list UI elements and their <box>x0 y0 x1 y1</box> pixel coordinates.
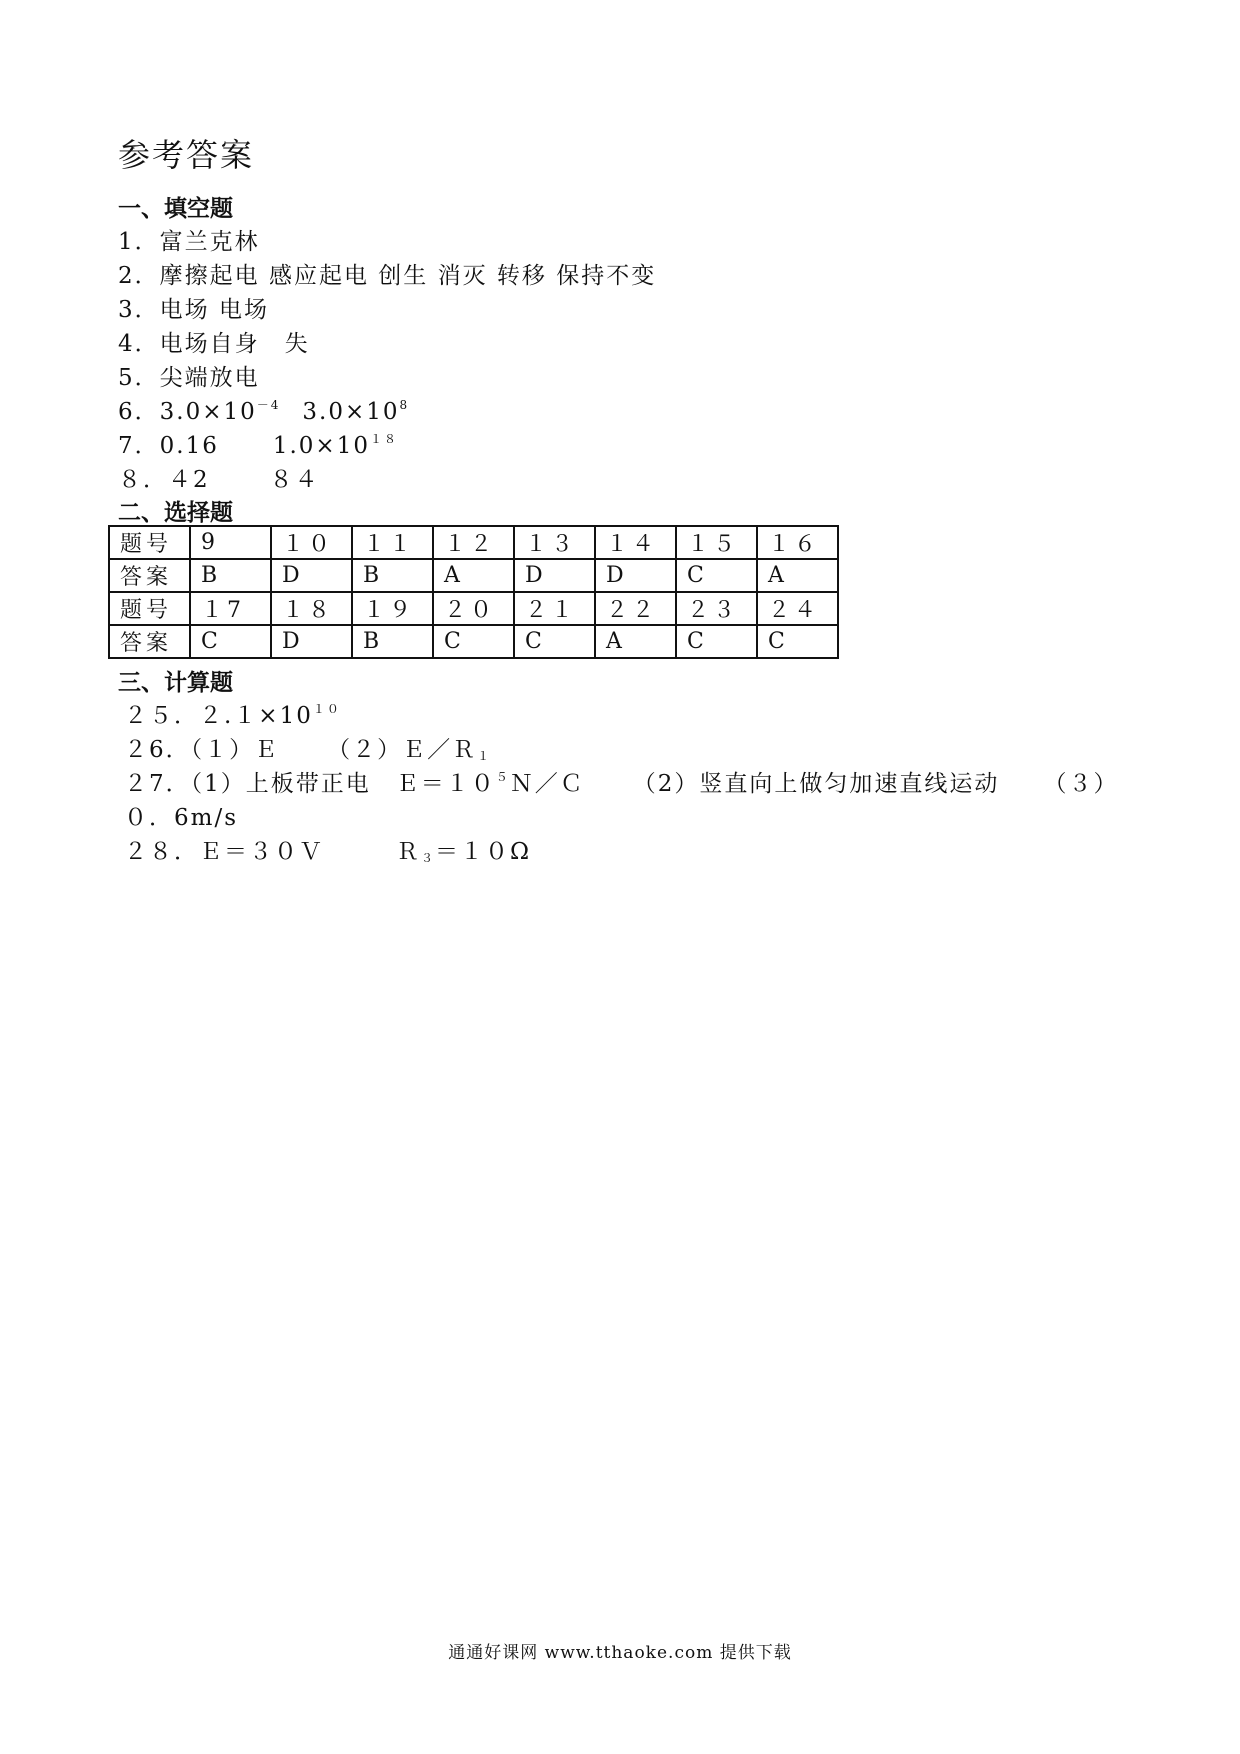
table-cell: C <box>676 559 757 592</box>
table-cell: C <box>676 625 757 658</box>
table-cell: A <box>595 625 676 658</box>
answer-item-26: ２6．（１）Ｅ （２）Ｅ／Ｒ$_1$ <box>124 737 492 763</box>
table-row <box>109 625 838 658</box>
table-cell: ２２ <box>595 592 676 625</box>
table-cell: A <box>757 559 838 592</box>
table-cell: A <box>433 559 514 592</box>
table-cell: C <box>757 625 838 658</box>
table-cell: １４ <box>595 526 676 559</box>
table-cell: １２ <box>433 526 514 559</box>
answer-item-5: 5．尖端放电 <box>118 365 260 391</box>
table-cell: １５ <box>676 526 757 559</box>
table-cell: １０ <box>271 526 352 559</box>
answer-item-7: 7．0.16 $1.0\times 10^{18}$ <box>118 432 398 459</box>
table-cell: １８ <box>271 592 352 625</box>
answer-item-3: 3．电场 电场 <box>118 297 269 323</box>
table-cell: B <box>352 625 433 658</box>
row-label: 题号 <box>109 526 190 559</box>
answer-table <box>108 525 839 659</box>
answer-item-27-continued: ０．6m/s <box>124 805 238 831</box>
table-row <box>109 559 838 592</box>
answer-item-6: 6．$3.0\times 10^{-4}$ $3.0\times 10^8$ <box>118 398 410 425</box>
answer-item-27: ２7．（1）上板带正电 $E=10^5N/C$ （2）竖直向上做匀加速直线运动 （３） <box>124 770 1119 797</box>
table-cell: D <box>595 559 676 592</box>
table-cell: D <box>271 559 352 592</box>
answer-item-4: 4．电场自身 失 <box>118 331 310 357</box>
answer-item-8: ８．４2 ８４ <box>118 467 320 493</box>
table-cell: B <box>352 559 433 592</box>
table-cell: ２０ <box>433 592 514 625</box>
table-cell: ２３ <box>676 592 757 625</box>
row-label: 答案 <box>109 625 190 658</box>
page-title: 参考答案 <box>118 136 255 174</box>
table-cell: １１ <box>352 526 433 559</box>
table-cell: １６ <box>757 526 838 559</box>
table-cell: １7 <box>190 592 271 625</box>
answer-item-2: 2．摩擦起电 感应起电 创生 消灭 转移 保持不变 <box>118 263 657 289</box>
table-cell: C <box>514 625 595 658</box>
answer-item-28: ２８．Ｅ＝３０Ｖ Ｒ$_3$＝１０Ω <box>124 839 532 865</box>
table-cell: B <box>190 559 271 592</box>
table-cell: ２４ <box>757 592 838 625</box>
row-label: 题号 <box>109 592 190 625</box>
table-cell: ２１ <box>514 592 595 625</box>
section-heading-fill-blank: 一、填空题 <box>118 196 233 222</box>
table-row <box>109 592 838 625</box>
table-row <box>109 526 838 559</box>
table-cell: １９ <box>352 592 433 625</box>
answer-item-25: ２５．$2.1\times 10^{10}$ <box>124 702 341 729</box>
answer-item-1: 1．富兰克林 <box>118 229 260 255</box>
section-heading-multiple-choice: 二、选择题 <box>118 500 233 526</box>
table-cell: 9 <box>190 526 271 559</box>
footer-credit: 通通好课网 www.tthaoke.com 提供下载 <box>448 1643 792 1663</box>
row-label: 答案 <box>109 559 190 592</box>
table-cell: D <box>514 559 595 592</box>
table-cell: １３ <box>514 526 595 559</box>
table-cell: D <box>271 625 352 658</box>
table-cell: C <box>433 625 514 658</box>
section-heading-calculation: 三、计算题 <box>118 670 233 696</box>
table-cell: C <box>190 625 271 658</box>
